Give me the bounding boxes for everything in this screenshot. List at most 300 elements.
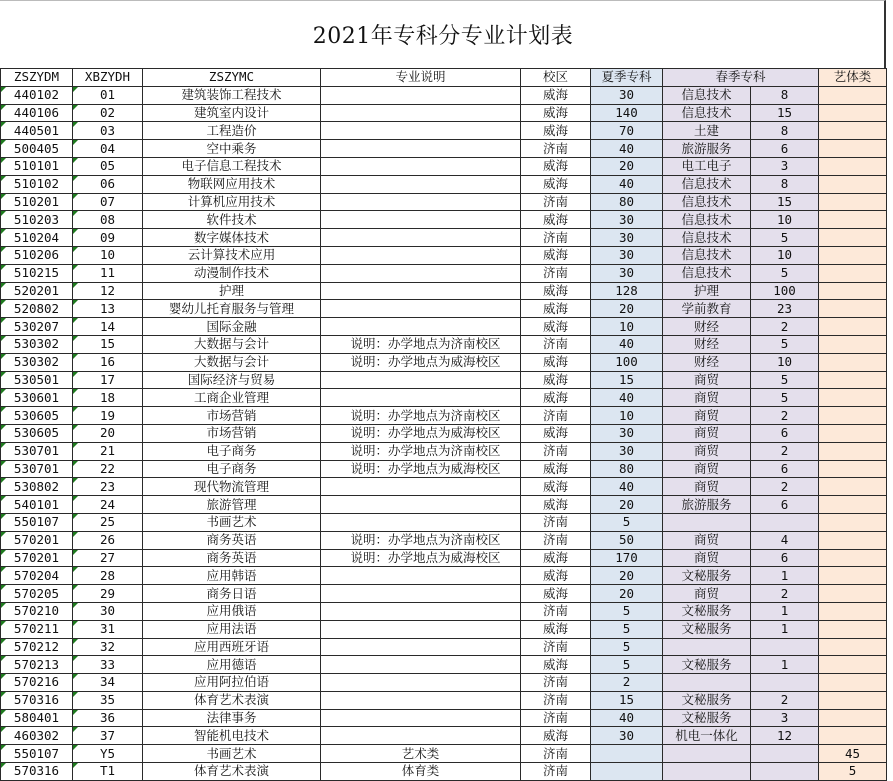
cell-campus[interactable]: 威海 <box>521 496 591 514</box>
cell-art[interactable] <box>819 531 887 549</box>
cell-school-code[interactable]: 17 <box>73 371 143 389</box>
cell-name[interactable]: 应用西班牙语 <box>143 638 321 656</box>
cell-name[interactable]: 商务英语 <box>143 549 321 567</box>
cell-code[interactable]: 460302 <box>1 727 73 745</box>
cell-name[interactable]: 应用法语 <box>143 620 321 638</box>
cell-note[interactable] <box>321 282 521 300</box>
cell-name[interactable]: 智能机电技术 <box>143 727 321 745</box>
cell-campus[interactable]: 济南 <box>521 264 591 282</box>
cell-summer[interactable]: 15 <box>591 371 663 389</box>
cell-spring-count[interactable]: 5 <box>751 389 819 407</box>
cell-summer[interactable]: 100 <box>591 353 663 371</box>
cell-code[interactable]: 510102 <box>1 175 73 193</box>
cell-spring-count[interactable]: 8 <box>751 122 819 140</box>
cell-summer[interactable]: 5 <box>591 638 663 656</box>
cell-spring-count[interactable]: 8 <box>751 175 819 193</box>
cell-spring-count[interactable] <box>751 638 819 656</box>
cell-name[interactable]: 电子信息工程技术 <box>143 157 321 175</box>
cell-code[interactable]: 530605 <box>1 424 73 442</box>
cell-summer[interactable]: 30 <box>591 424 663 442</box>
cell-name[interactable]: 市场营销 <box>143 424 321 442</box>
cell-art[interactable] <box>819 442 887 460</box>
cell-campus[interactable]: 济南 <box>521 691 591 709</box>
cell-campus[interactable]: 威海 <box>521 104 591 122</box>
cell-summer[interactable]: 40 <box>591 140 663 158</box>
cell-note[interactable] <box>321 727 521 745</box>
cell-code[interactable]: 510215 <box>1 264 73 282</box>
cell-art[interactable] <box>819 513 887 531</box>
cell-note[interactable] <box>321 709 521 727</box>
cell-code[interactable]: 530701 <box>1 460 73 478</box>
cell-school-code[interactable]: 18 <box>73 389 143 407</box>
cell-spring-count[interactable]: 3 <box>751 709 819 727</box>
cell-note[interactable] <box>321 104 521 122</box>
cell-campus[interactable]: 威海 <box>521 211 591 229</box>
cell-campus[interactable]: 威海 <box>521 620 591 638</box>
cell-campus[interactable]: 威海 <box>521 656 591 674</box>
cell-art[interactable] <box>819 424 887 442</box>
cell-school-code[interactable]: 13 <box>73 300 143 318</box>
cell-name[interactable]: 应用德语 <box>143 656 321 674</box>
cell-art[interactable] <box>819 264 887 282</box>
cell-art[interactable] <box>819 157 887 175</box>
cell-school-code[interactable]: 34 <box>73 674 143 692</box>
cell-school-code[interactable]: 08 <box>73 211 143 229</box>
cell-spring-category[interactable] <box>663 513 751 531</box>
header-name[interactable]: ZSZYMC <box>143 69 321 87</box>
cell-note[interactable] <box>321 674 521 692</box>
cell-name[interactable]: 婴幼儿托育服务与管理 <box>143 300 321 318</box>
cell-spring-count[interactable]: 10 <box>751 211 819 229</box>
cell-note[interactable] <box>321 211 521 229</box>
cell-spring-count[interactable]: 4 <box>751 531 819 549</box>
cell-summer[interactable]: 20 <box>591 496 663 514</box>
cell-campus[interactable]: 威海 <box>521 567 591 585</box>
cell-name[interactable]: 动漫制作技术 <box>143 264 321 282</box>
cell-art[interactable] <box>819 104 887 122</box>
cell-spring-count[interactable]: 6 <box>751 140 819 158</box>
cell-code[interactable]: 580401 <box>1 709 73 727</box>
cell-code[interactable]: 530302 <box>1 353 73 371</box>
cell-spring-count[interactable]: 12 <box>751 727 819 745</box>
cell-summer[interactable]: 140 <box>591 104 663 122</box>
cell-summer[interactable]: 40 <box>591 389 663 407</box>
cell-school-code[interactable]: 30 <box>73 602 143 620</box>
cell-summer[interactable]: 40 <box>591 709 663 727</box>
cell-code[interactable]: 440102 <box>1 86 73 104</box>
cell-spring-count[interactable]: 6 <box>751 549 819 567</box>
cell-code[interactable]: 530601 <box>1 389 73 407</box>
cell-summer[interactable]: 5 <box>591 513 663 531</box>
cell-name[interactable]: 数字媒体技术 <box>143 229 321 247</box>
cell-school-code[interactable]: 02 <box>73 104 143 122</box>
cell-school-code[interactable]: 14 <box>73 318 143 336</box>
cell-summer[interactable]: 30 <box>591 229 663 247</box>
cell-school-code[interactable]: 35 <box>73 691 143 709</box>
cell-campus[interactable]: 济南 <box>521 674 591 692</box>
cell-school-code[interactable]: 15 <box>73 335 143 353</box>
cell-school-code[interactable]: 36 <box>73 709 143 727</box>
header-art[interactable]: 艺体类 <box>819 69 887 87</box>
cell-campus[interactable]: 威海 <box>521 424 591 442</box>
cell-spring-category[interactable]: 财经 <box>663 318 751 336</box>
cell-school-code[interactable]: 25 <box>73 513 143 531</box>
cell-spring-category[interactable]: 信息技术 <box>663 175 751 193</box>
cell-campus[interactable]: 威海 <box>521 318 591 336</box>
cell-note[interactable] <box>321 371 521 389</box>
cell-note[interactable]: 说明：办学地点为济南校区 <box>321 531 521 549</box>
cell-spring-category[interactable]: 信息技术 <box>663 246 751 264</box>
cell-note[interactable] <box>321 620 521 638</box>
cell-spring-category[interactable]: 商贸 <box>663 585 751 603</box>
cell-school-code[interactable]: 12 <box>73 282 143 300</box>
cell-school-code[interactable]: 26 <box>73 531 143 549</box>
cell-school-code[interactable]: 20 <box>73 424 143 442</box>
cell-name[interactable]: 国际金融 <box>143 318 321 336</box>
cell-note[interactable] <box>321 567 521 585</box>
cell-campus[interactable]: 威海 <box>521 282 591 300</box>
cell-art[interactable] <box>819 300 887 318</box>
cell-campus[interactable]: 威海 <box>521 585 591 603</box>
cell-spring-category[interactable]: 财经 <box>663 335 751 353</box>
cell-art[interactable] <box>819 656 887 674</box>
cell-spring-count[interactable]: 2 <box>751 585 819 603</box>
cell-campus[interactable]: 济南 <box>521 763 591 781</box>
cell-spring-category[interactable]: 商贸 <box>663 389 751 407</box>
cell-name[interactable]: 软件技术 <box>143 211 321 229</box>
cell-art[interactable] <box>819 389 887 407</box>
cell-art[interactable] <box>819 175 887 193</box>
cell-campus[interactable]: 济南 <box>521 513 591 531</box>
cell-code[interactable]: 520201 <box>1 282 73 300</box>
cell-code[interactable]: 570211 <box>1 620 73 638</box>
cell-summer[interactable]: 30 <box>591 727 663 745</box>
cell-spring-count[interactable]: 2 <box>751 318 819 336</box>
cell-art[interactable] <box>819 638 887 656</box>
cell-code[interactable]: 570204 <box>1 567 73 585</box>
cell-summer[interactable]: 20 <box>591 157 663 175</box>
cell-summer[interactable]: 50 <box>591 531 663 549</box>
cell-code[interactable]: 510203 <box>1 211 73 229</box>
cell-spring-count[interactable]: 1 <box>751 602 819 620</box>
cell-school-code[interactable]: 22 <box>73 460 143 478</box>
cell-name[interactable]: 商务英语 <box>143 531 321 549</box>
cell-campus[interactable]: 威海 <box>521 727 591 745</box>
cell-code[interactable]: 440501 <box>1 122 73 140</box>
cell-spring-category[interactable]: 商贸 <box>663 371 751 389</box>
cell-summer[interactable]: 40 <box>591 335 663 353</box>
cell-art[interactable] <box>819 407 887 425</box>
cell-name[interactable]: 市场营销 <box>143 407 321 425</box>
cell-code[interactable]: 570213 <box>1 656 73 674</box>
cell-spring-category[interactable]: 商贸 <box>663 549 751 567</box>
cell-summer[interactable]: 128 <box>591 282 663 300</box>
cell-note[interactable] <box>321 496 521 514</box>
cell-school-code[interactable]: Y5 <box>73 745 143 763</box>
cell-spring-count[interactable]: 15 <box>751 193 819 211</box>
cell-campus[interactable]: 威海 <box>521 389 591 407</box>
cell-name[interactable]: 体育艺术表演 <box>143 691 321 709</box>
cell-spring-category[interactable]: 信息技术 <box>663 211 751 229</box>
cell-school-code[interactable]: 05 <box>73 157 143 175</box>
cell-spring-category[interactable] <box>663 638 751 656</box>
cell-campus[interactable]: 威海 <box>521 122 591 140</box>
cell-art[interactable] <box>819 496 887 514</box>
cell-note[interactable] <box>321 264 521 282</box>
cell-spring-category[interactable]: 学前教育 <box>663 300 751 318</box>
cell-code[interactable]: 550107 <box>1 513 73 531</box>
cell-spring-category[interactable]: 财经 <box>663 353 751 371</box>
cell-note[interactable] <box>321 86 521 104</box>
cell-name[interactable]: 国际经济与贸易 <box>143 371 321 389</box>
cell-code[interactable]: 570212 <box>1 638 73 656</box>
header-school-code[interactable]: XBZYDH <box>73 69 143 87</box>
cell-code[interactable]: 570210 <box>1 602 73 620</box>
cell-campus[interactable]: 威海 <box>521 353 591 371</box>
cell-note[interactable] <box>321 478 521 496</box>
cell-campus[interactable]: 济南 <box>521 442 591 460</box>
cell-art[interactable] <box>819 353 887 371</box>
cell-name[interactable]: 空中乘务 <box>143 140 321 158</box>
cell-note[interactable] <box>321 656 521 674</box>
cell-note[interactable] <box>321 513 521 531</box>
header-code[interactable]: ZSZYDM <box>1 69 73 87</box>
cell-spring-count[interactable]: 23 <box>751 300 819 318</box>
cell-note[interactable] <box>321 691 521 709</box>
cell-spring-category[interactable]: 土建 <box>663 122 751 140</box>
cell-summer[interactable]: 30 <box>591 211 663 229</box>
cell-spring-count[interactable]: 2 <box>751 442 819 460</box>
cell-name[interactable]: 书画艺术 <box>143 745 321 763</box>
cell-art[interactable] <box>819 691 887 709</box>
cell-spring-count[interactable]: 100 <box>751 282 819 300</box>
cell-summer[interactable]: 5 <box>591 620 663 638</box>
cell-name[interactable]: 旅游管理 <box>143 496 321 514</box>
cell-code[interactable]: 570201 <box>1 549 73 567</box>
cell-spring-count[interactable] <box>751 745 819 763</box>
cell-school-code[interactable]: 11 <box>73 264 143 282</box>
cell-spring-count[interactable]: 10 <box>751 353 819 371</box>
cell-spring-count[interactable]: 8 <box>751 86 819 104</box>
cell-art[interactable] <box>819 211 887 229</box>
cell-name[interactable]: 建筑室内设计 <box>143 104 321 122</box>
cell-code[interactable]: 520802 <box>1 300 73 318</box>
cell-spring-category[interactable]: 信息技术 <box>663 193 751 211</box>
cell-name[interactable]: 法律事务 <box>143 709 321 727</box>
cell-code[interactable]: 570316 <box>1 763 73 781</box>
cell-spring-category[interactable]: 旅游服务 <box>663 496 751 514</box>
cell-art[interactable] <box>819 335 887 353</box>
cell-school-code[interactable]: 03 <box>73 122 143 140</box>
cell-name[interactable]: 现代物流管理 <box>143 478 321 496</box>
cell-name[interactable]: 工程造价 <box>143 122 321 140</box>
cell-spring-count[interactable]: 6 <box>751 460 819 478</box>
cell-summer[interactable]: 5 <box>591 602 663 620</box>
cell-school-code[interactable]: 09 <box>73 229 143 247</box>
cell-spring-category[interactable]: 文秘服务 <box>663 656 751 674</box>
cell-art[interactable] <box>819 602 887 620</box>
cell-summer[interactable]: 40 <box>591 175 663 193</box>
cell-note[interactable]: 说明：办学地点为威海校区 <box>321 460 521 478</box>
cell-summer[interactable]: 2 <box>591 674 663 692</box>
cell-art[interactable] <box>819 549 887 567</box>
cell-campus[interactable]: 济南 <box>521 709 591 727</box>
cell-code[interactable]: 530605 <box>1 407 73 425</box>
cell-campus[interactable]: 济南 <box>521 745 591 763</box>
cell-campus[interactable]: 威海 <box>521 549 591 567</box>
cell-campus[interactable]: 济南 <box>521 193 591 211</box>
cell-campus[interactable]: 济南 <box>521 140 591 158</box>
cell-spring-category[interactable]: 商贸 <box>663 424 751 442</box>
cell-note[interactable] <box>321 193 521 211</box>
cell-note[interactable] <box>321 122 521 140</box>
cell-school-code[interactable]: T1 <box>73 763 143 781</box>
cell-code[interactable]: 530501 <box>1 371 73 389</box>
cell-summer[interactable]: 30 <box>591 264 663 282</box>
cell-note[interactable]: 说明：办学地点为威海校区 <box>321 549 521 567</box>
cell-spring-category[interactable] <box>663 674 751 692</box>
cell-campus[interactable]: 威海 <box>521 175 591 193</box>
cell-spring-count[interactable]: 15 <box>751 104 819 122</box>
cell-spring-category[interactable]: 文秘服务 <box>663 620 751 638</box>
cell-spring-category[interactable]: 电工电子 <box>663 157 751 175</box>
header-note[interactable]: 专业说明 <box>321 69 521 87</box>
cell-spring-count[interactable]: 5 <box>751 264 819 282</box>
cell-spring-category[interactable]: 文秘服务 <box>663 691 751 709</box>
cell-summer[interactable]: 5 <box>591 656 663 674</box>
cell-note[interactable] <box>321 140 521 158</box>
cell-note[interactable] <box>321 300 521 318</box>
cell-school-code[interactable]: 37 <box>73 727 143 745</box>
cell-note[interactable]: 说明：办学地点为威海校区 <box>321 353 521 371</box>
cell-art[interactable] <box>819 567 887 585</box>
cell-note[interactable] <box>321 389 521 407</box>
cell-note[interactable]: 说明：办学地点为济南校区 <box>321 407 521 425</box>
cell-name[interactable]: 物联网应用技术 <box>143 175 321 193</box>
cell-code[interactable]: 510101 <box>1 157 73 175</box>
cell-school-code[interactable]: 28 <box>73 567 143 585</box>
cell-spring-category[interactable]: 信息技术 <box>663 104 751 122</box>
cell-summer[interactable]: 80 <box>591 460 663 478</box>
cell-name[interactable]: 体育艺术表演 <box>143 763 321 781</box>
cell-summer[interactable]: 10 <box>591 318 663 336</box>
cell-art[interactable] <box>819 282 887 300</box>
cell-spring-category[interactable]: 护理 <box>663 282 751 300</box>
cell-name[interactable]: 应用韩语 <box>143 567 321 585</box>
cell-name[interactable]: 工商企业管理 <box>143 389 321 407</box>
cell-note[interactable] <box>321 246 521 264</box>
cell-school-code[interactable]: 33 <box>73 656 143 674</box>
cell-name[interactable]: 书画艺术 <box>143 513 321 531</box>
cell-note[interactable]: 说明：办学地点为威海校区 <box>321 424 521 442</box>
header-campus[interactable]: 校区 <box>521 69 591 87</box>
cell-spring-category[interactable] <box>663 745 751 763</box>
cell-campus[interactable]: 济南 <box>521 407 591 425</box>
cell-summer[interactable]: 15 <box>591 691 663 709</box>
cell-spring-count[interactable] <box>751 513 819 531</box>
cell-campus[interactable]: 济南 <box>521 229 591 247</box>
cell-spring-category[interactable]: 机电一体化 <box>663 727 751 745</box>
cell-summer[interactable]: 170 <box>591 549 663 567</box>
cell-campus[interactable]: 威海 <box>521 86 591 104</box>
cell-art[interactable]: 5 <box>819 763 887 781</box>
cell-summer[interactable]: 70 <box>591 122 663 140</box>
cell-school-code[interactable]: 23 <box>73 478 143 496</box>
cell-spring-count[interactable]: 1 <box>751 620 819 638</box>
cell-school-code[interactable]: 31 <box>73 620 143 638</box>
cell-art[interactable] <box>819 229 887 247</box>
cell-art[interactable] <box>819 86 887 104</box>
cell-summer[interactable] <box>591 745 663 763</box>
cell-spring-category[interactable]: 信息技术 <box>663 229 751 247</box>
cell-campus[interactable]: 威海 <box>521 460 591 478</box>
cell-school-code[interactable]: 24 <box>73 496 143 514</box>
cell-note[interactable]: 艺术类 <box>321 745 521 763</box>
cell-spring-count[interactable]: 1 <box>751 656 819 674</box>
cell-code[interactable]: 530701 <box>1 442 73 460</box>
cell-name[interactable]: 商务日语 <box>143 585 321 603</box>
cell-code[interactable]: 510204 <box>1 229 73 247</box>
cell-campus[interactable]: 济南 <box>521 335 591 353</box>
cell-school-code[interactable]: 07 <box>73 193 143 211</box>
cell-campus[interactable]: 济南 <box>521 531 591 549</box>
cell-art[interactable] <box>819 620 887 638</box>
cell-code[interactable]: 440106 <box>1 104 73 122</box>
cell-art[interactable] <box>819 585 887 603</box>
cell-art[interactable] <box>819 371 887 389</box>
cell-spring-count[interactable]: 5 <box>751 371 819 389</box>
cell-note[interactable] <box>321 602 521 620</box>
cell-name[interactable]: 应用阿拉伯语 <box>143 674 321 692</box>
cell-art[interactable] <box>819 140 887 158</box>
cell-spring-count[interactable] <box>751 674 819 692</box>
cell-art[interactable] <box>819 193 887 211</box>
cell-art[interactable] <box>819 122 887 140</box>
cell-spring-count[interactable]: 5 <box>751 335 819 353</box>
cell-name[interactable]: 云计算技术应用 <box>143 246 321 264</box>
cell-name[interactable]: 大数据与会计 <box>143 335 321 353</box>
cell-school-code[interactable]: 10 <box>73 246 143 264</box>
cell-spring-category[interactable]: 商贸 <box>663 478 751 496</box>
cell-school-code[interactable]: 06 <box>73 175 143 193</box>
cell-campus[interactable]: 威海 <box>521 246 591 264</box>
cell-code[interactable]: 570205 <box>1 585 73 603</box>
cell-note[interactable]: 说明：办学地点为济南校区 <box>321 335 521 353</box>
cell-spring-category[interactable]: 文秘服务 <box>663 602 751 620</box>
cell-spring-category[interactable]: 信息技术 <box>663 264 751 282</box>
cell-spring-category[interactable]: 信息技术 <box>663 86 751 104</box>
cell-code[interactable]: 540101 <box>1 496 73 514</box>
cell-spring-count[interactable] <box>751 763 819 781</box>
cell-spring-count[interactable]: 3 <box>751 157 819 175</box>
cell-code[interactable]: 530802 <box>1 478 73 496</box>
header-spring[interactable]: 春季专科 <box>663 69 819 87</box>
cell-name[interactable]: 电子商务 <box>143 460 321 478</box>
cell-spring-category[interactable]: 商贸 <box>663 531 751 549</box>
cell-spring-count[interactable]: 2 <box>751 407 819 425</box>
cell-school-code[interactable]: 32 <box>73 638 143 656</box>
cell-name[interactable]: 大数据与会计 <box>143 353 321 371</box>
cell-campus[interactable]: 济南 <box>521 602 591 620</box>
cell-spring-count[interactable]: 2 <box>751 691 819 709</box>
cell-summer[interactable]: 40 <box>591 478 663 496</box>
cell-code[interactable]: 510201 <box>1 193 73 211</box>
cell-art[interactable] <box>819 727 887 745</box>
cell-spring-count[interactable]: 2 <box>751 478 819 496</box>
cell-code[interactable]: 550107 <box>1 745 73 763</box>
cell-school-code[interactable]: 27 <box>73 549 143 567</box>
cell-spring-count[interactable]: 5 <box>751 229 819 247</box>
